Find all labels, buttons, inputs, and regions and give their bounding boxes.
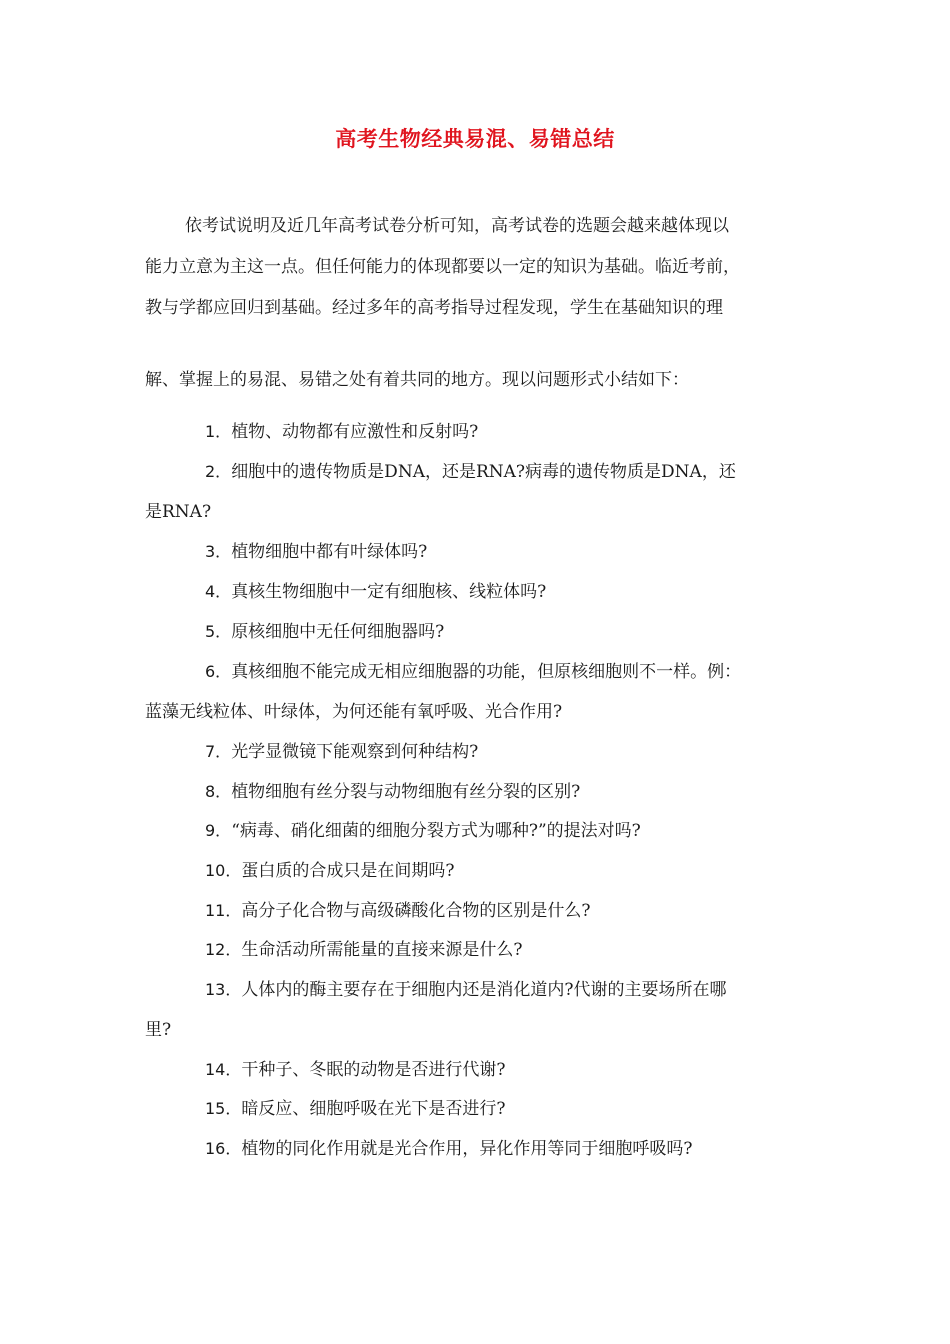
question-number: 7． (205, 742, 232, 761)
question-item (205, 901, 591, 921)
question-item (205, 782, 580, 802)
question-text: 细胞中的遗传物质是DNA，还是RNA?病毒的遗传物质是DNA，还 (231, 462, 736, 482)
question-item (205, 821, 641, 841)
question-item (205, 861, 455, 881)
question-text: 原核细胞中无任何细胞器吗? (231, 622, 445, 642)
question-text: 植物、动物都有应激性和反射吗? (231, 422, 479, 442)
question-text: 真核细胞不能完成无相应细胞器的功能，但原核细胞则不一样。例： (231, 662, 742, 682)
question-text: 暗反应、细胞呼吸在光下是否进行? (241, 1099, 506, 1119)
question-text: 植物细胞中都有叶绿体吗? (231, 542, 428, 562)
question-text: 真核生物细胞中一定有细胞核、线粒体吗? (231, 582, 547, 602)
question-continuation: 是RNA? (145, 502, 212, 522)
question-item (205, 622, 444, 642)
question-text: 干种子、冬眠的动物是否进行代谢? (241, 1060, 506, 1080)
question-continuation: 里? (145, 1020, 172, 1040)
question-number: 11． (205, 901, 242, 920)
question-item (205, 742, 478, 762)
intro-line: 能力立意为主这一点。但任何能力的体现都要以一定的知识为基础。临近考前， (145, 257, 740, 277)
question-item (205, 542, 427, 562)
question-text: 植物细胞有丝分裂与动物细胞有丝分裂的区别? (231, 782, 581, 802)
question-number: 1． (205, 422, 232, 441)
question-item (205, 1099, 506, 1119)
document-title: 高考生物经典易混、易错总结 (335, 126, 615, 151)
intro-line: 教与学都应回归到基础。经过多年的高考指导过程发现，学生在基础知识的理 (145, 298, 723, 318)
question-text: 生命活动所需能量的直接来源是什么? (241, 940, 523, 960)
question-number: 8． (205, 782, 232, 801)
intro-line: 解、掌握上的易混、易错之处有着共同的地方。现以问题形式小结如下： (145, 370, 689, 390)
question-item (205, 462, 736, 482)
question-item (205, 1139, 693, 1159)
question-number: 14． (205, 1060, 242, 1079)
question-number: 5． (205, 622, 232, 641)
question-text: 植物的同化作用就是光合作用，异化作用等同于细胞呼吸吗? (241, 1139, 693, 1159)
question-number: 2． (205, 462, 232, 481)
question-item (205, 940, 523, 960)
question-text: 人体内的酶主要存在于细胞内还是消化道内?代谢的主要场所在哪 (241, 980, 727, 1000)
question-number: 15． (205, 1099, 242, 1118)
question-text: 光学显微镜下能观察到何种结构? (231, 742, 479, 762)
question-item (205, 980, 727, 1000)
question-number: 12． (205, 940, 242, 959)
question-number: 16． (205, 1139, 242, 1158)
question-text: 高分子化合物与高级磷酸化合物的区别是什么? (241, 901, 591, 921)
question-number: 6． (205, 662, 232, 681)
intro-line: 依考试说明及近几年高考试卷分析可知，高考试卷的选题会越来越体现以 (185, 216, 729, 236)
question-number: 9． (205, 821, 232, 840)
question-item (205, 582, 546, 602)
question-text: 蛋白质的合成只是在间期吗? (241, 861, 455, 881)
question-item (205, 662, 741, 682)
question-number: 4． (205, 582, 232, 601)
question-number: 13． (205, 980, 242, 999)
question-item (205, 1060, 506, 1080)
question-item (205, 422, 478, 442)
question-number: 10． (205, 861, 242, 880)
question-number: 3． (205, 542, 232, 561)
question-continuation: 蓝藻无线粒体、叶绿体，为何还能有氧呼吸、光合作用? (145, 702, 563, 722)
question-text: “病毒、硝化细菌的细胞分裂方式为哪种?”的提法对吗? (231, 821, 641, 841)
